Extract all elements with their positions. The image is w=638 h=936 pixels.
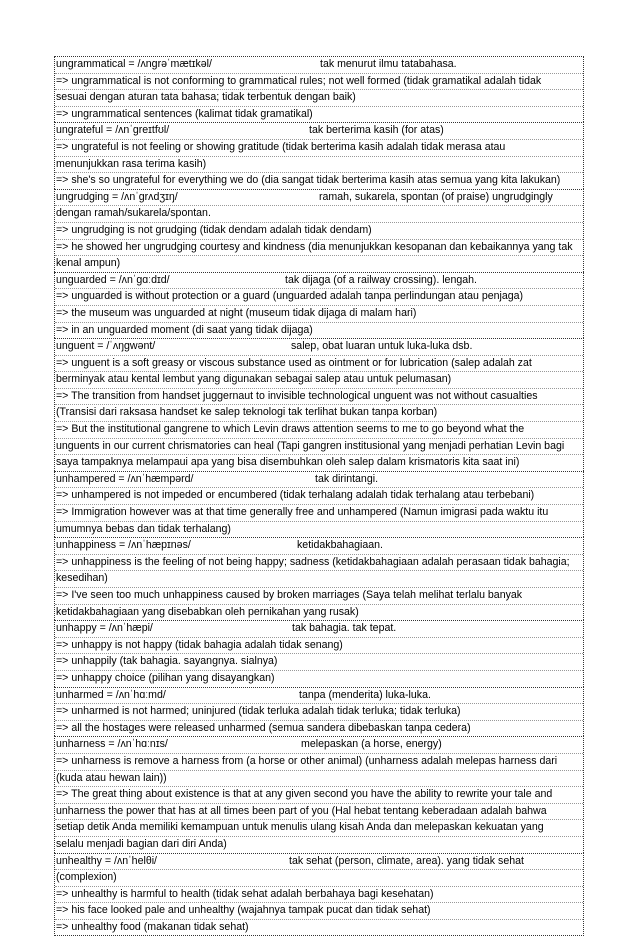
- entry-text-line: => unharmed is not harmed; uninjured (tidak terluka adalah tidak terluka; tidak terluka): [55, 704, 583, 721]
- entry-headline: [55, 621, 583, 638]
- entry-text-line: berminyak atau kental lembut yang digunakan sebagai salep atau untuk pelumasan): [55, 372, 583, 389]
- entry-text-line: kesedihan): [55, 571, 583, 588]
- entry-headline: [55, 538, 583, 555]
- dictionary-entry: [54, 122, 584, 188]
- entry-text-line: sesuai dengan aturan tata bahasa; tidak terbentuk dengan baik): [55, 90, 583, 107]
- entry-text-line: umumnya bebas dan tidak terhalang): [55, 522, 583, 538]
- entry-text-line: unguents in our current chrismatories can heal (Tapi gangren institusional yang menjadi perhatian Levin bagi: [55, 439, 583, 456]
- entry-text-line: => unhappy is not happy (tidak bahagia adalah tidak senang): [55, 638, 583, 655]
- headword-pronunciation: unharmed = /ʌnˈhɑːmd/: [56, 688, 166, 704]
- dictionary-entry: [54, 338, 584, 471]
- entry-headline: [55, 123, 583, 140]
- entry-meaning: ketidakbahagiaan.: [297, 538, 383, 554]
- dictionary-entry: [54, 189, 584, 272]
- entry-meaning: salep, obat luaran untuk luka-luka dsb.: [291, 339, 472, 355]
- headword-pronunciation: unguarded = /ʌnˈɡɑːdɪd/: [56, 273, 170, 289]
- entry-headline: [55, 854, 583, 871]
- dictionary-entry: [54, 537, 584, 620]
- entry-meaning: tak berterima kasih (for atas): [309, 123, 444, 139]
- entry-meaning: ramah, sukarela, spontan (of praise) ungrudgingly: [319, 190, 553, 206]
- entry-text-line: => ungrammatical sentences (kalimat tidak gramatikal): [55, 107, 583, 123]
- entry-text-line: => unhealthy is harmful to health (tidak sehat adalah berbahaya bagi kesehatan): [55, 887, 583, 904]
- entry-text-line: => unhampered is not impeded or encumbered (tidak terhalang adalah tidak terhalang atau terbebani): [55, 488, 583, 505]
- entry-text-line: unharness the power that has at all times been part of you (Hal hebat tentang keberadaan adalah bahwa: [55, 804, 583, 821]
- dictionary-entry: [54, 853, 584, 936]
- entry-text-line: => in an unguarded moment (di saat yang tidak dijaga): [55, 323, 583, 339]
- entry-text-line: => unhappy choice (pilihan yang disayangkan): [55, 671, 583, 687]
- entry-text-line: => Immigration however was at that time generally free and unhampered (Namun imigrasi pada waktu itu: [55, 505, 583, 522]
- entry-text-line: => unhealthy food (makanan tidak sehat): [55, 920, 583, 936]
- entry-text-line: => I've seen too much unhappiness caused by broken marriages (Saya telah melihat terlalu banyak: [55, 588, 583, 605]
- headword-pronunciation: unhampered = /ʌnˈhæmpərd/: [56, 472, 194, 488]
- entry-headline: [55, 472, 583, 489]
- entry-meaning: tanpa (menderita) luka-luka.: [299, 688, 431, 704]
- entry-text-line: selalu menjadi bagian dari diri Anda): [55, 837, 583, 853]
- entry-meaning: melepaskan (a horse, energy): [301, 737, 442, 753]
- entry-text-line: => all the hostages were released unharmed (semua sandera dibebaskan tanpa cedera): [55, 721, 583, 737]
- headword-pronunciation: unguent = /ˈʌŋɡwənt/: [56, 339, 155, 355]
- dictionary-entry: [54, 272, 584, 338]
- dictionary-entry: [54, 620, 584, 686]
- entry-text-line: ketidakbahagiaan yang disebabkan oleh pernikahan yang rusak): [55, 605, 583, 621]
- headword-pronunciation: ungrudging = /ʌnˈɡrʌdʒɪŋ/: [56, 190, 178, 206]
- entry-text-line: saya tampaknya melampaui apa yang bisa disembuhkan oleh salep dalam krismatoris kita saat ini): [55, 455, 583, 471]
- entry-text-line: kenal ampun): [55, 256, 583, 272]
- entry-text-line: => unguent is a soft greasy or viscous substance used as ointment or for lubrication (salep adalah zat: [55, 356, 583, 373]
- entry-text-line: => The great thing about existence is that at any given second you have the ability to rewrite your tale and: [55, 787, 583, 804]
- entry-text-line: => unguarded is without protection or a guard (unguarded adalah tanpa perlindungan atau penjaga): [55, 289, 583, 306]
- entry-text-line: => the museum was unguarded at night (museum tidak dijaga di malam hari): [55, 306, 583, 323]
- entry-text-line: => ungrateful is not feeling or showing gratitude (tidak berterima kasih adalah tidak merasa atau: [55, 140, 583, 157]
- entry-meaning: tak menurut ilmu tatabahasa.: [320, 57, 457, 73]
- entry-text-line: => But the institutional gangrene to which Levin draws attention seems to me to go beyond what the: [55, 422, 583, 439]
- entry-text-line: setiap detik Anda memiliki kemampuan untuk menulis ulang kisah Anda dan melepaskan kekuatan yang: [55, 820, 583, 837]
- entry-headline: [55, 273, 583, 290]
- entry-text-line: => unhappiness is the feeling of not being happy; sadness (ketidakbahagiaan adalah perasaan tidak bahagia;: [55, 555, 583, 572]
- headword-pronunciation: ungrateful = /ʌnˈɡreɪtfʊl/: [56, 123, 169, 139]
- entry-text-line: => ungrammatical is not conforming to grammatical rules; not well formed (tidak gramatikal adalah tidak: [55, 74, 583, 91]
- entry-text-line: (complexion): [55, 870, 583, 887]
- headword-pronunciation: unhappy = /ʌnˈhæpi/: [56, 621, 153, 637]
- entry-text-line: (Transisi dari raksasa handset ke salep teknologi tak terlihat bukan tanpa korban): [55, 405, 583, 422]
- dictionary-entry: [54, 736, 584, 852]
- headword-pronunciation: ungrammatical = /ʌnɡrəˈmætɪkəl/: [56, 57, 212, 73]
- entry-headline: [55, 737, 583, 754]
- headword-pronunciation: unhealthy = /ʌnˈhelθi/: [56, 854, 157, 870]
- entry-text-line: => ungrudging is not grudging (tidak dendam adalah tidak dendam): [55, 223, 583, 240]
- entry-headline: [55, 339, 583, 356]
- entry-text-line: => he showed her ungrudging courtesy and kindness (dia menunjukkan kesopanan dan kebaikannya yang tak: [55, 240, 583, 257]
- entry-text-line: => The transition from handset juggernaut to invisible technological unguent was not without casualties: [55, 389, 583, 406]
- entry-headline: [55, 190, 583, 207]
- entry-text-line: => unharness is remove a harness from (a horse or other animal) (unharness adalah melepas harness dari: [55, 754, 583, 771]
- entry-headline: [55, 688, 583, 705]
- headword-pronunciation: unharness = /ʌnˈhɑːnɪs/: [56, 737, 168, 753]
- entry-text-line: dengan ramah/sukarela/spontan.: [55, 206, 583, 223]
- entry-text-line: => unhappily (tak bahagia. sayangnya. sialnya): [55, 654, 583, 671]
- dictionary-document: [54, 56, 584, 936]
- dictionary-entry: [54, 687, 584, 737]
- dictionary-entry: [54, 56, 584, 122]
- entry-text-line: menunjukkan rasa terima kasih): [55, 157, 583, 174]
- entry-meaning: tak sehat (person, climate, area). yang tidak sehat: [289, 854, 524, 870]
- entry-meaning: tak bahagia. tak tepat.: [292, 621, 396, 637]
- entry-headline: [55, 57, 583, 74]
- entry-text-line: => she's so ungrateful for everything we do (dia sangat tidak berterima kasih atas semua yang kita lakukan): [55, 173, 583, 189]
- dictionary-entry: [54, 471, 584, 537]
- entry-text-line: => his face looked pale and unhealthy (wajahnya tampak pucat dan tidak sehat): [55, 903, 583, 920]
- entry-meaning: tak dirintangi.: [315, 472, 378, 488]
- entry-text-line: (kuda atau hewan lain)): [55, 771, 583, 788]
- headword-pronunciation: unhappiness = /ʌnˈhæpɪnəs/: [56, 538, 191, 554]
- entry-meaning: tak dijaga (of a railway crossing). lengah.: [285, 273, 477, 289]
